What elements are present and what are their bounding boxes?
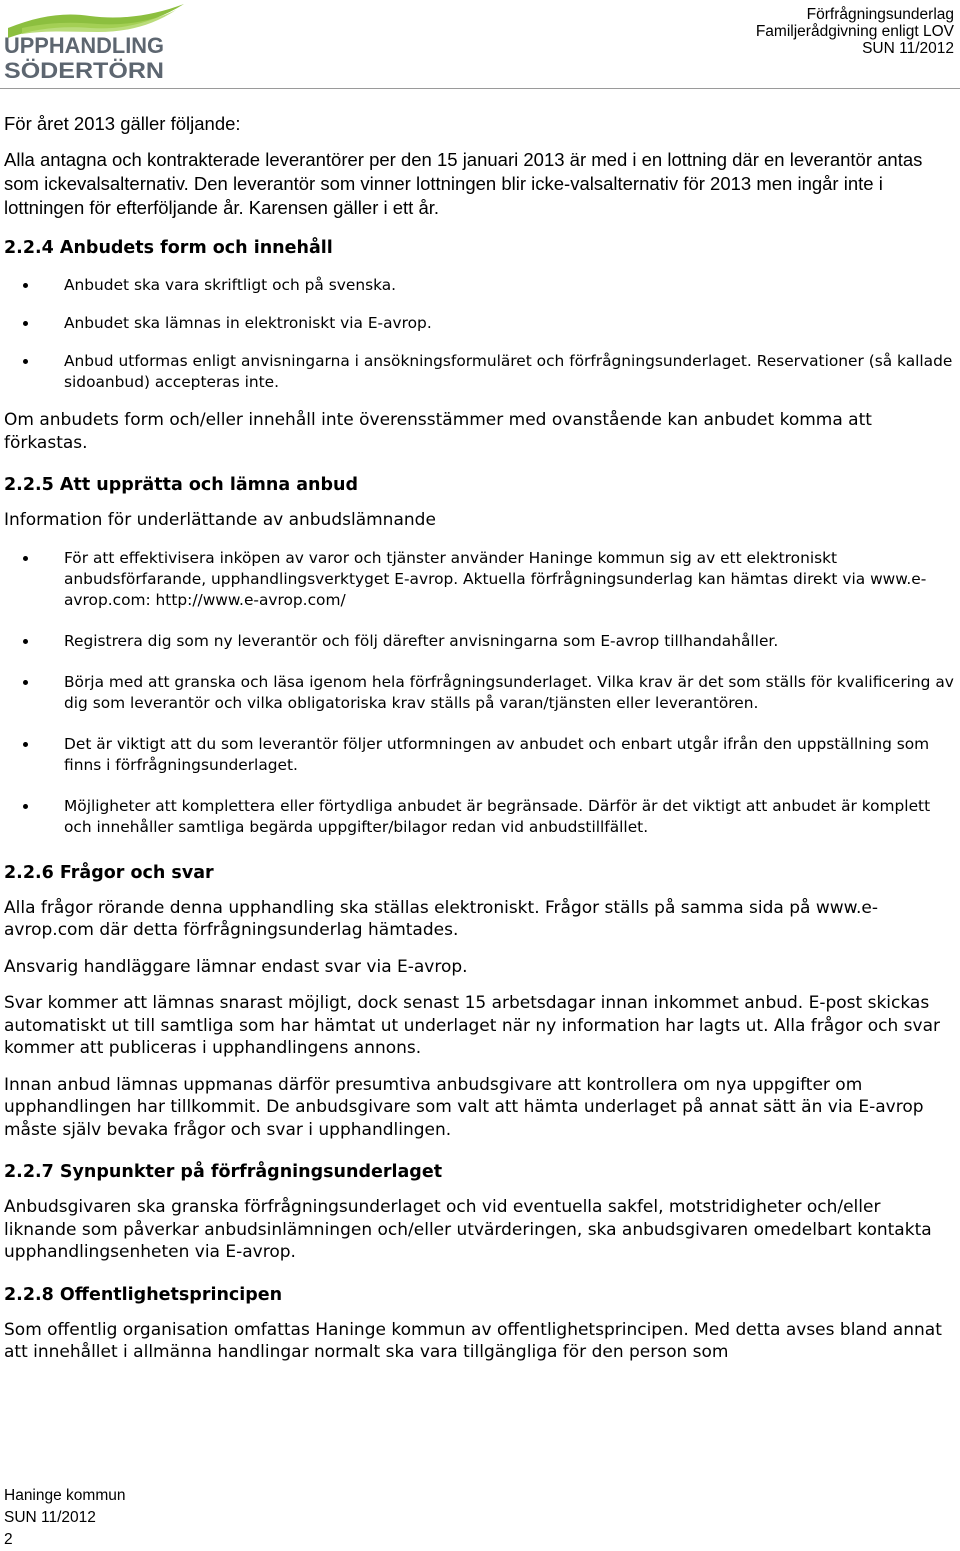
list-item: Anbudet ska vara skriftligt och på svenska. bbox=[64, 275, 956, 296]
section-2-2-8-paragraph: Som offentlig organisation omfattas Haninge kommun av offentlighetsprincipen. Med detta avses bland annat att innehållet i allmänna handlingar normalt ska vara tillgängliga för den person som bbox=[4, 1319, 942, 1362]
list-item: För att effektivisera inköpen av varor och tjänster använder Haninge kommun sig av ett elektroniskt anbudsförfarande, upphandlingsverktyget E-avrop. Aktuella förfrågningsunderlag kan hämtas direkt via www.e-avrop.com: http://www.e-avrop.com/ bbox=[64, 548, 956, 611]
document-header bbox=[756, 6, 954, 57]
section-2-2-5-list bbox=[4, 548, 956, 838]
section-2-2-5-heading: 2.2.5 Att upprätta och lämna anbud bbox=[4, 475, 358, 495]
list-item: Börja med att granska och läsa igenom hela förfrågningsunderlaget. Vilka krav är det som ställs för kvalificering av dig som leverantör och vilka obligatoriska krav ställs på varan/tjänsten eller leverantören. bbox=[64, 672, 956, 714]
document-title: Familjerådgivning enligt LOV bbox=[755, 23, 954, 40]
section-2-2-6-paragraph: Innan anbud lämnas uppmanas därför presumtiva anbudsgivare att kontrollera om nya uppgifter om upphandlingen har tillkommit. De anbudsgivare som valt att hämta underlaget på annat sätt än via E-avrop måste själv bevaka frågor och svar i upphandlingen. bbox=[4, 1074, 924, 1140]
section-2-2-8-heading: 2.2.8 Offentlighetsprincipen bbox=[4, 1284, 283, 1305]
header-divider bbox=[0, 88, 960, 89]
page-footer bbox=[4, 1485, 125, 1551]
intro-paragraph: Alla antagna och kontrakterade leverantörer per den 15 januari 2013 är med i en lottning där en leverantör antas som ickevalsalternativ. Den leverantör som vinner lottningen blir icke-valsalternativ för 2013 men ingår inte i lottningen för efterföljande år. Karensen gäller i ett år. bbox=[4, 149, 923, 218]
section-2-2-5-intro: Information för underlättande av anbudslämnande bbox=[4, 510, 436, 530]
list-item: Möjligheter att komplettera eller förtydliga anbudet är begränsade. Därför är det viktigt att anbudet är komplett och innehåller samtliga begärda uppgifter/bilagor redan vid anbudstillfället. bbox=[64, 796, 956, 838]
section-2-2-4-list bbox=[4, 275, 956, 393]
section-2-2-7-paragraph: Anbudsgivaren ska granska förfrågningsunderlaget och vid eventuella sakfel, motstridigheter och/eller liknande som påverkar anbudsinlämningen och/eller utvärderingen, ska anbudsgivaren omedelbart kontakta upphandlingsenheten via E-avrop. bbox=[4, 1197, 932, 1262]
list-item: Registrera dig som ny leverantör och följ därefter anvisningarna som E-avrop tillhandahåller. bbox=[64, 631, 956, 652]
section-2-2-6-paragraph: Svar kommer att lämnas snarast möjligt, dock senast 15 arbetsdagar innan inkommet anbud. E-post skickas automatiskt ut till samtliga som har hämtat ut underlaget när ny information har lagts ut. Alla frågor och svar kommer att publiceras i upphandlingens annons. bbox=[4, 993, 940, 1058]
section-2-2-6-paragraph: Alla frågor rörande denna upphandling ska ställas elektroniskt. Frågor ställs på samma sida på www.e-avrop.com där detta förfrågningsunderlag hämtades. bbox=[4, 897, 878, 940]
section-2-2-7-heading: 2.2.7 Synpunkter på förfrågningsunderlaget bbox=[4, 1162, 443, 1182]
section-2-2-6-paragraph: Ansvarig handläggare lämnar endast svar via E-avrop. bbox=[4, 956, 468, 977]
page-number: 2 bbox=[4, 1531, 13, 1548]
document-type: Förfrågningsunderlag bbox=[806, 6, 954, 23]
footer-organization: Haninge kommun bbox=[4, 1487, 126, 1504]
logo-line-2: SÖDERTÖRN bbox=[4, 58, 164, 80]
upphandling-sodertorn-logo bbox=[2, 2, 212, 80]
list-item: Det är viktigt att du som leverantör följer utformningen av anbudet och enbart utgår ifrån den uppställning som finns i förfrågningsunderlaget. bbox=[64, 734, 956, 776]
footer-reference: SUN 11/2012 bbox=[4, 1509, 96, 1526]
section-2-2-6-heading: 2.2.6 Frågor och svar bbox=[4, 862, 214, 883]
section-2-2-4-closing: Om anbudets form och/eller innehåll inte överensstämmer med ovanstående kan anbudet komma att förkastas. bbox=[4, 410, 872, 453]
section-2-2-4-heading: 2.2.4 Anbudets form och innehåll bbox=[4, 238, 333, 258]
intro-heading: För året 2013 gäller följande: bbox=[4, 113, 241, 134]
list-item: Anbudet ska lämnas in elektroniskt via E-avrop. bbox=[64, 313, 956, 334]
document-reference: SUN 11/2012 bbox=[862, 40, 954, 57]
logo-line-1: UPPHANDLING bbox=[4, 33, 164, 58]
list-item: Anbud utformas enligt anvisningarna i ansökningsformuläret och förfrågningsunderlaget. Reservationer (så kallade sidoanbud) accepteras inte. bbox=[64, 351, 956, 393]
page-content bbox=[4, 112, 956, 1364]
